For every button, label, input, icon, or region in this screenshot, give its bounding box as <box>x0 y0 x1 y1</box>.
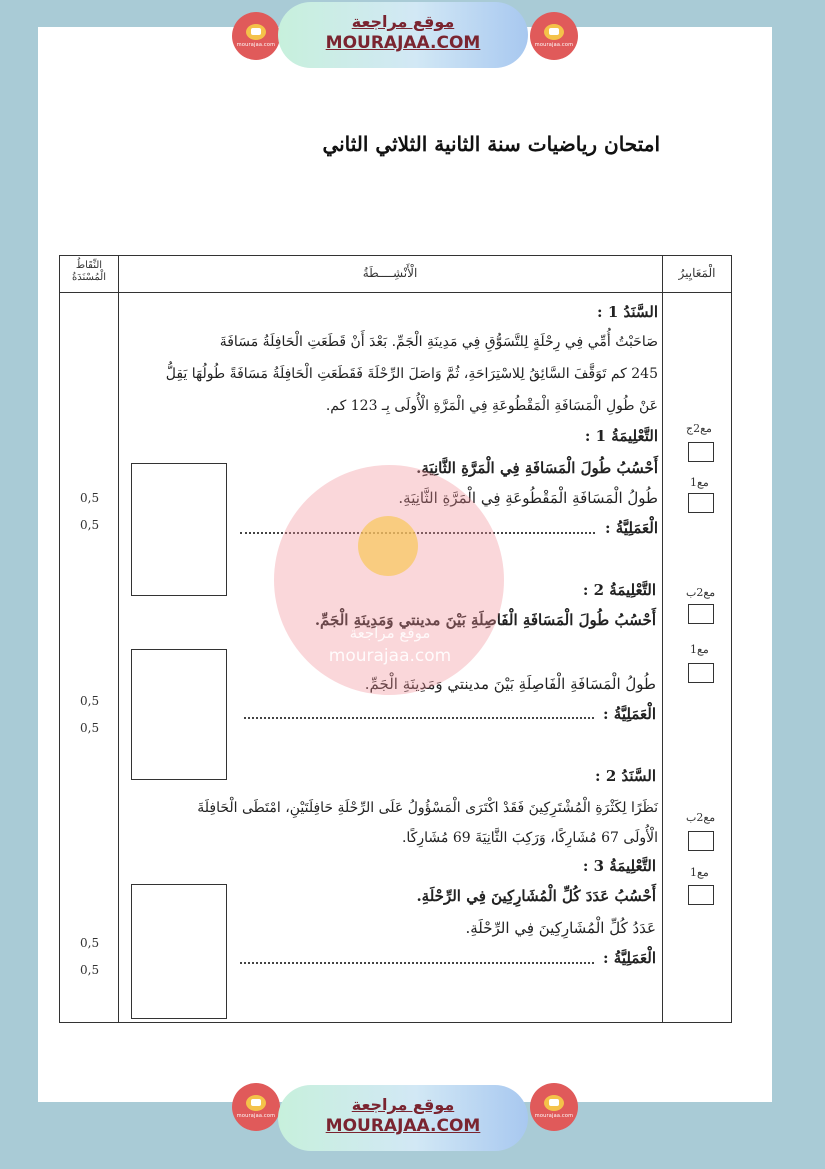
score-value: 0,5 <box>80 936 100 950</box>
criteria-checkbox[interactable] <box>688 442 714 462</box>
instruction3-operation: الْعَمَلِيَّةُ : <box>603 949 656 967</box>
criteria-checkbox[interactable] <box>688 831 714 851</box>
column-divider <box>662 256 663 1022</box>
score-value: 0,5 <box>80 694 100 708</box>
header-divider <box>60 292 731 293</box>
sanad1-label: السَّنَدُ 1 : <box>597 303 658 321</box>
instruction2-answer-prompt: طُولُ الْمَسَافَةِ الْفَاصِلَةِ بَيْنَ مدينتي وَمَدِينَةِ الْجَمِّ. <box>364 675 656 693</box>
book-icon <box>246 24 266 40</box>
criteria-label: مع1 <box>690 866 709 879</box>
book-icon <box>246 1095 266 1111</box>
score-value: 0,5 <box>80 518 100 532</box>
instruction2-task: أَحْسُبُ طُولَ الْمَسَافَةِ الْفَاصِلَةِ بَيْنَ مدينتي وَمَدِينَةِ الْجَمِّ. <box>314 611 656 629</box>
site-name-ar: موقع مراجعة <box>351 12 455 31</box>
criteria-checkbox[interactable] <box>688 493 714 513</box>
column-divider <box>118 256 119 1022</box>
criteria-checkbox[interactable] <box>688 885 714 905</box>
site-banner-bottom[interactable] <box>278 1085 528 1151</box>
instruction1-operation: الْعَمَلِيَّةُ : <box>605 519 658 537</box>
sanad1-line3: عَنْ طُولِ الْمَسَافَةِ الْمَقْطُوعَةِ فِي الْمَرَّةِ الْأُولَى بِـ 123 كم. <box>325 398 658 414</box>
criteria-label: مع1 <box>690 643 709 656</box>
instruction1-label: التَّعْلِيمَةُ 1 : <box>584 427 658 445</box>
instruction3-task: أَحْسُبُ عَدَدَ كُلِّ الْمُشَارِكِينَ فِي الرِّحْلَةِ. <box>416 887 656 905</box>
header-points: النِّقَاطُ الْمُسْنَدَةُ <box>71 260 107 283</box>
instruction2-work-box[interactable] <box>131 649 227 780</box>
instruction3-answer-prompt: عَدَدُ كُلِّ الْمُشَارِكِينَ فِي الرِّحْلَةِ. <box>465 919 656 937</box>
criteria-checkbox[interactable] <box>688 604 714 624</box>
instruction3-work-box[interactable] <box>131 884 227 1019</box>
site-logo-right-top[interactable]: mourajaa.com <box>530 12 578 60</box>
site-logo-left-top[interactable]: mourajaa.com <box>232 12 280 60</box>
sanad2-line2: الْأُولَى 67 مُشَارِكًا، وَرَكِبَ الثَّانِيَةَ 69 مُشَارِكًا. <box>401 830 658 846</box>
sanad2-label: السَّنَدُ 2 : <box>595 767 656 785</box>
criteria-label: مع1 <box>690 476 709 489</box>
site-banner-top[interactable] <box>278 2 528 68</box>
instruction2-operation: الْعَمَلِيَّةُ : <box>603 705 656 723</box>
instruction1-work-box[interactable] <box>131 463 227 596</box>
instruction2-label: التَّعْلِيمَةُ 2 : <box>582 581 656 599</box>
watermark-text-ar: موقع مراجعة <box>349 624 431 642</box>
sanad2-line1: نَظَرًا لِكَثْرَةِ الْمُشْتَرِكِينَ فَقَدْ اكْتَرَى الْمَسْؤُولُ عَلَى الرِّحْلَةِ حَافِلَتَيْنِ، امْتَطَى الْحَافِلَةَ <box>197 800 658 816</box>
sanad1-line1: صَاحَبْتُ أُمِّي فِي رِحْلَةٍ لِلتَّسَوُّقِ فِي مَدِينَةِ الْجَمِّ. بَعْدَ أَنْ قَطَعَتِ الْحَافِلَةُ مَسَافَةَ <box>219 334 658 350</box>
site-name-ar: موقع مراجعة <box>351 1095 455 1114</box>
book-icon <box>544 24 564 40</box>
criteria-label: مع2ب <box>686 586 716 599</box>
site-name-en: MOURAJAA.COM <box>325 33 481 53</box>
instruction3-answer-line[interactable] <box>240 962 594 964</box>
instruction1-task: أَحْسُبُ طُولَ الْمَسَافَةِ فِي الْمَرَّةِ الثَّانِيَةِ. <box>416 459 658 477</box>
site-logo-right-bottom[interactable]: mourajaa.com <box>530 1083 578 1131</box>
score-value: 0,5 <box>80 721 100 735</box>
instruction2-answer-line[interactable] <box>244 717 594 719</box>
book-icon <box>544 1095 564 1111</box>
criteria-label: مع2ب <box>686 811 716 824</box>
sanad1-line2: 245 كم تَوَقَّفَ السَّائِقُ لِلاسْتِرَاحَةِ، ثُمَّ وَاصَلَ الرِّحْلَةَ فَقَطَعَتِ الْحَافِلَةُ مَسَافَةً طُولُهَا يَقِلُّ <box>165 366 658 382</box>
header-activities: الْأَنْشِــــطَةُ <box>362 266 418 280</box>
score-value: 0,5 <box>80 491 100 505</box>
watermark-text-en: mourajaa.com <box>328 646 452 666</box>
instruction1-answer-prompt: طُولُ الْمَسَافَةِ الْمَقْطُوعَةِ فِي الْمَرَّةِ الثَّانِيَةِ. <box>398 489 658 507</box>
site-name-en: MOURAJAA.COM <box>325 1116 481 1136</box>
header-criteria: الْمَعَايِيرُ <box>678 266 716 280</box>
criteria-checkbox[interactable] <box>688 663 714 683</box>
site-logo-left-bottom[interactable]: mourajaa.com <box>232 1083 280 1131</box>
book-icon <box>358 516 418 576</box>
exam-title: امتحان رياضيات سنة الثانية الثلاثي الثاني <box>322 132 660 156</box>
score-value: 0,5 <box>80 963 100 977</box>
criteria-label: مع2ج <box>686 422 712 435</box>
instruction3-label: التَّعْلِيمَةُ 3 : <box>582 857 656 875</box>
